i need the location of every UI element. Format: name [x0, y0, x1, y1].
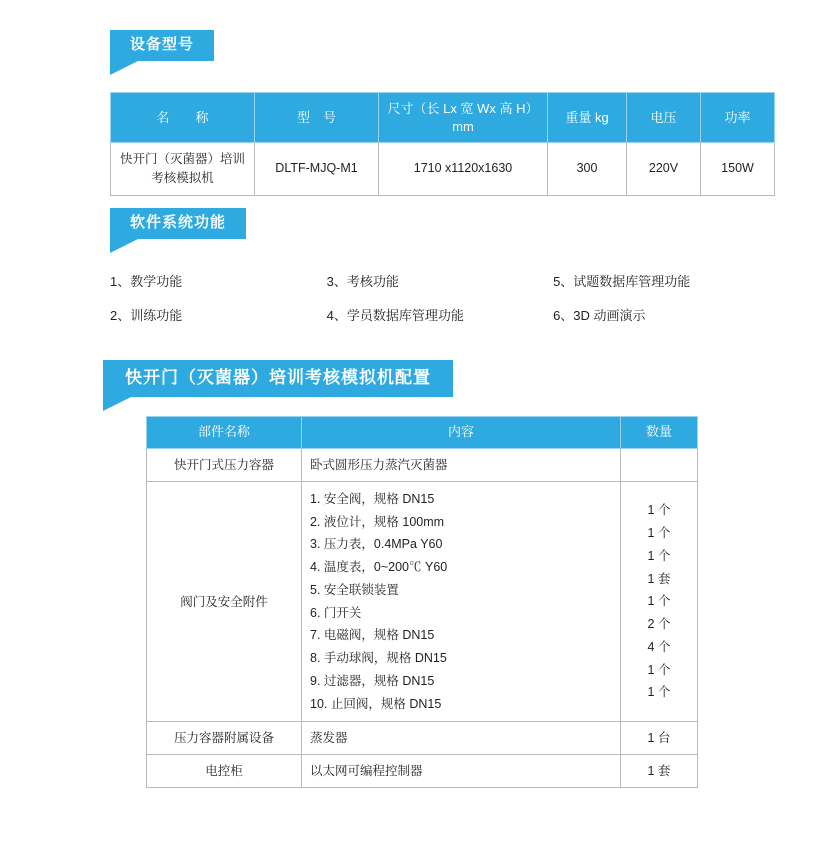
- cell-quantity: 1 台: [621, 722, 698, 755]
- banner-tail-decoration: [110, 61, 138, 75]
- list-item: 4. 温度表，0~200℃ Y60: [310, 560, 448, 575]
- table-row: [147, 722, 698, 755]
- list-item: 1 个: [647, 503, 671, 518]
- list-item: 1. 安全阀，规格 DN15: [310, 491, 435, 506]
- cell-weight: 300: [548, 143, 627, 196]
- banner-tail-decoration: [110, 239, 138, 253]
- cell-name: 快开门（灭菌器）培训考核模拟机: [111, 143, 255, 196]
- list-item: 1 个: [647, 685, 671, 700]
- list-item: 4、学员数据库管理功能: [326, 307, 464, 323]
- function-column-3: [553, 272, 750, 339]
- cell-content: [302, 481, 621, 722]
- cell-part-name: 阀门及安全附件: [147, 481, 302, 722]
- list-item: 1、教学功能: [110, 274, 183, 289]
- section-heading-software-functions-label: 软件系统功能: [110, 208, 246, 239]
- list-item: 8. 手动球阀，规格 DN15: [310, 651, 447, 666]
- section-heading-configuration-label: 快开门（灭菌器）培训考核模拟机配置: [103, 360, 453, 397]
- cell-content: 卧式圆形压力蒸汽灭菌器: [302, 448, 621, 481]
- list-item: 9. 过滤器，规格 DN15: [310, 673, 435, 688]
- col-header-content: 内容: [302, 417, 621, 449]
- configuration-table-wrap: [146, 416, 698, 788]
- table-row: [147, 448, 698, 481]
- col-header-name: 名 称: [111, 93, 255, 143]
- list-item: 1 个: [647, 548, 671, 563]
- section-heading-equipment-model-label: 设备型号: [110, 30, 214, 61]
- table-row: [147, 481, 698, 722]
- cell-part-name: 电控柜: [147, 755, 302, 788]
- cell-content: 以太网可编程控制器: [302, 755, 621, 788]
- table-header-row: [111, 93, 775, 143]
- software-function-list: [110, 272, 750, 339]
- cell-part-name: 压力容器附属设备: [147, 722, 302, 755]
- list-item: 10. 止回阀，规格 DN15: [310, 696, 442, 711]
- col-header-power: 功率: [701, 93, 775, 143]
- quantity-list: [629, 499, 689, 704]
- col-header-weight: 重量 kg: [548, 93, 627, 143]
- list-item: 3. 压力表，0.4MPa Y60: [310, 537, 443, 552]
- col-header-part-name: 部件名称: [147, 417, 302, 449]
- cell-model: DLTF-MJQ-M1: [255, 143, 379, 196]
- cell-quantity: [621, 448, 698, 481]
- list-item: 5、试题数据库管理功能: [553, 274, 691, 289]
- cell-content: 蒸发器: [302, 722, 621, 755]
- table-header-row: [147, 417, 698, 449]
- cell-power: 150W: [701, 143, 775, 196]
- col-header-voltage: 电压: [627, 93, 701, 143]
- list-item: 6. 门开关: [310, 605, 362, 620]
- col-header-model: 型 号: [255, 93, 379, 143]
- col-header-quantity: 数量: [621, 417, 698, 449]
- section-heading-configuration: [103, 360, 453, 397]
- equipment-model-table: [110, 92, 775, 196]
- banner-tail-decoration: [103, 397, 131, 411]
- cell-voltage: 220V: [627, 143, 701, 196]
- list-item: 4 个: [647, 639, 671, 654]
- list-item: 3、考核功能: [326, 274, 399, 289]
- cell-size: 1710 x1120x1630: [379, 143, 548, 196]
- section-heading-equipment-model: [110, 30, 214, 61]
- list-item: 2. 液位计，规格 100mm: [310, 514, 445, 529]
- configuration-table: [146, 416, 698, 788]
- cell-quantity: [621, 481, 698, 722]
- list-item: 5. 安全联锁装置: [310, 582, 399, 597]
- list-item: 1 个: [647, 526, 671, 541]
- list-item: 1 个: [647, 662, 671, 677]
- cell-part-name: 快开门式压力容器: [147, 448, 302, 481]
- equipment-model-table-wrap: [110, 92, 775, 196]
- list-item: 6、3D 动画演示: [553, 307, 646, 323]
- list-item: 1 套: [647, 571, 671, 586]
- table-row: [111, 143, 775, 196]
- function-column-2: [327, 272, 553, 339]
- list-item: 7. 电磁阀，规格 DN15: [310, 628, 435, 643]
- content-list: [310, 488, 612, 716]
- list-item: 2、训练功能: [110, 307, 183, 323]
- table-row: [147, 755, 698, 788]
- list-item: 1 个: [647, 594, 671, 609]
- function-column-1: [110, 272, 327, 339]
- section-heading-software-functions: [110, 208, 246, 239]
- cell-quantity: 1 套: [621, 755, 698, 788]
- col-header-size: 尺寸（长 Lx 宽 Wx 高 H）mm: [379, 93, 548, 143]
- list-item: 2 个: [647, 617, 671, 632]
